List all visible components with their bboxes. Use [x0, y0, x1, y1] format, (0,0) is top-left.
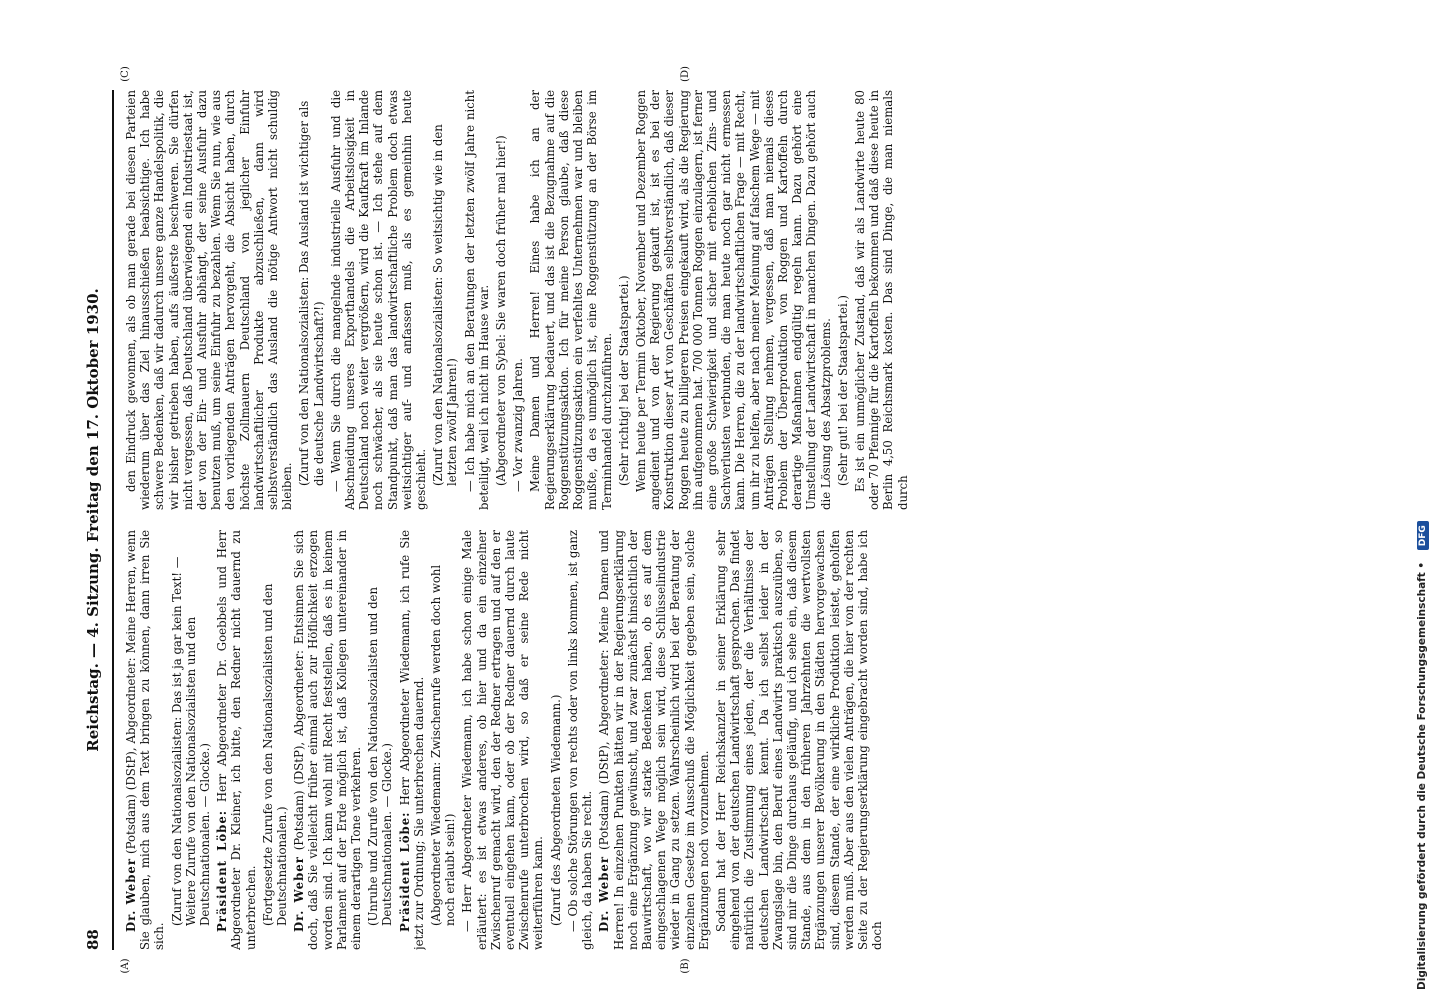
margin-mark-a: (A) [120, 958, 131, 974]
rotated-page [80, 66, 1310, 974]
speaker-name: Präsident Löbe: [397, 811, 412, 932]
speech-paragraph [398, 530, 426, 950]
paragraph-text: (Potsdam) (DStP), Abgeordneter: Meine Herren, wenn Sie glauben, mich aus dem Text bringen zu können, dann irren Sie sich. [124, 530, 167, 950]
text-paragraph [528, 90, 613, 510]
interjection [366, 530, 394, 950]
interjection [431, 90, 459, 510]
paragraph-text: — Ob solche Störungen von rechts oder von links kommen, ist ganz gleich, da haben Sie recht. [565, 530, 595, 950]
paragraph-text: (Potsdam) (DStP), Abgeordneter: Meine Damen und Herren! In einzelnen Punkten hätten wir in der Regierungserklärung noch eine Ergänzung gewünscht, und zwar zunächst hinsichtlich der Bauwirtschaft, wo wir starke Bedenken haben, ob es auf dem eingeschlagenen Wege möglich sein wird, diese Schlüsselindustrie wieder in Gang zu setzen. Wahrscheinlich wird bei der Beratung der einzelnen Gesetze im Ausschuß die Möglichkeit gegeben sein, solche Ergänzungen noch vorzunehmen. [597, 530, 711, 950]
interjection [836, 90, 850, 510]
text-paragraph [634, 90, 833, 510]
text-paragraph [460, 530, 545, 950]
speech-paragraph [124, 530, 167, 950]
paragraph-text: (Sehr richtig! bei der Staatspartei.) [616, 275, 631, 486]
paragraph-text: — Ich habe mich an den Beratungen der letzten zwölf Jahre nicht beteiligt, weil ich nicht im Hause war. [462, 90, 491, 510]
interjection [429, 530, 457, 950]
paragraph-text: — Vor zwanzig Jahren. [511, 358, 526, 492]
text-paragraph [124, 90, 294, 510]
paragraph-text: Sodann hat der Herr Reichskanzler in seiner Erklärung sehr eingehend von der deutschen Landwirtschaft gesprochen. Das findet natürlich die Zustimmung eines jeden, der die Verhältnisse der deutschen Landwirtschaft kennt. Da ich selbst leider in der Zwangslage bin, den Beruf eines Landwirts praktisch auszuüben, so sind mir die Dinge durchaus geläufig, und ich sehe ein, daß diesem Stande, aus dem in den früheren Jahrzehnten die wertvollsten Ergänzungen unserer Bevölkerung in den Städten hervorgewachsen sind, diesem Stande, der eine wirkliche Produktion leistet, geholfen werden muß. Aber aus den vielen Anträgen, die hier von der rechten Seite zu der Regierungserklärung eingebracht worden sind, habe ich doch [713, 530, 885, 950]
paragraph-text: (Potsdam) (DStP), Abgeordneter: Entsinnen Sie sich doch, daß Sie vielleicht früher einmal auch zur Höflichkeit erzogen worden sind. Ich kann wohl mit Recht feststellen, daß es in keinem Parlament auf der Erde möglich ist, daß Kollegen untereinander in einem derartigen Tone verkehren. [292, 530, 364, 950]
speech-paragraph [215, 530, 258, 950]
paragraph-text: (Zuruf von den Nationalsozialisten: So weitsichtig wie in den letzten zwölf Jahren!) [431, 124, 460, 486]
right-column [124, 90, 1304, 510]
speaker-name: Präsident Löbe: [215, 809, 230, 932]
margin-mark-c: (C) [120, 66, 131, 82]
digitization-credit [1416, 10, 1434, 990]
text-paragraph [463, 90, 491, 510]
speaker-name: Dr. Weber [292, 856, 307, 932]
dfg-logo: DFG [1417, 521, 1429, 550]
paragraph-text: Es ist ein unmöglicher Zustand, daß wir als Landwirte heute 80 oder 70 Pfennige für die Kartoffeln bekommen und daß diese heute in Berlin 4,50 Reichsmark kosten. Das sind Dinge, die man niemals durch [852, 90, 910, 510]
paragraph-text: — Wenn Sie durch die mangelnde industrielle Ausfuhr und die Abschneidung unseres Exporthandels die Arbeitslosigkeit in Deutschland noch weiter vergrößern, wird die Kaufkraft im Inlande noch schwächer, als sie heute schon ist. — Ich stehe auf dem Standpunkt, daß man das landwirtschaftliche Problem doch etwas weitsichtiger auf- und anfassen muß, als es gemeinhin heute geschieht. [328, 90, 429, 510]
text-paragraph [329, 90, 428, 510]
paragraph-text: (Abgeordneter von Sybel: Sie waren doch früher mal hier!) [494, 135, 509, 486]
paragraph-text: Wenn heute per Termin Oktober, November und Dezember Roggen angedient und von der Regierung gekauft ist, ist es bei der Konstruktion dieser Art von Geschäften selbstverständlich, daß dieser Roggen heute zu billigeren Preisen eingekauft wird, als die Regierung ihn aufgenommen hat. 700 000 Tonnen Roggen einzulagern, ist ferner eine große Schwierigkeit und sicher mit erheblichen Zins- und Sachverlusten verbunden, die man heute noch gar nicht ermessen kann. Die Herren, die zu der landwirtschaftlichen Frage — mit Recht, um ihr zu helfen, aber nach meiner Meinung auf falschem Wege — mit Anträgen Stellung nehmen, vergessen, daß man niemals dieses Problem der Überproduktion von Roggen und Kartoffeln durch derartige Maßnahmen endgültig regeln kann. Dazu gehört eine Umstellung der Landwirtschaft in manchen Dingen. Dazu gehört auch die Lösung des Absatzproblems. [633, 90, 833, 510]
paragraph-text: (Zuruf von den Nationalsozialisten: Das Ausland ist wichtiger als die deutsche Landwirtschaft?!) [297, 100, 326, 486]
interjection [297, 90, 325, 510]
interjection [261, 530, 289, 950]
text-paragraph [566, 530, 594, 950]
margin-mark-b: (B) [680, 958, 691, 974]
interjection [549, 530, 563, 950]
header-rule [112, 90, 114, 950]
paragraph-text: den Eindruck gewonnen, als ob man gerade bei diesen Parteien wiederum über das Ziel hinausschießen beabsichtige. Ich habe schwere Bedenken, daß wir dadurch unsere ganze Handelspolitik, die wir bisher getrieben haben, aufs äußerste beschweren. Sie dürfen nicht vergessen, daß Deutschland überwiegend ein Industriestaat ist, der von der Ein- und Ausfuhr abhängt, der seine Ausfuhr dazu benutzen muß, um seine Einfuhr zu bezahlen. Wenn Sie nun, wie aus den vorliegenden Anträgen hervorgeht, die Absicht haben, durch höchste Zollmauern Deutschland von jeglicher Einfuhr landwirtschaftlicher Produkte abzuschließen, dann wird selbstverständlich das Ausland die nötige Antwort nicht schuldig bleiben. [124, 90, 295, 510]
paragraph-text: (Unruhe und Zurufe von den Nationalsozialisten und den Deutschnationalen. — Glocke.) [366, 586, 395, 926]
paragraph-text: (Sehr gut! bei der Staatspartei.) [835, 295, 850, 486]
interjection [617, 90, 631, 510]
speaker-name: Dr. Weber [597, 855, 612, 932]
paragraph-text: (Fortgesetzte Zurufe von den Nationalsozialisten und den Deutschnationalen.) [260, 583, 290, 926]
page-number: 88 [84, 929, 102, 950]
paragraph-text: Herr Abgeordneter Wiedemann, ich rufe Sie jetzt zur Ordnung; Sie unterbrechen dauernd. [397, 530, 426, 950]
running-title: Reichstag. — 4. Sitzung. Freitag den 17. Oktober 1930. [84, 288, 102, 752]
paragraph-text: (Abgeordneter Wiedemann: Zwischenrufe werden doch wohl noch erlaubt sein!) [429, 564, 458, 926]
credit-text: Digitalisierung gefördert durch die Deutsche Forschungsgemeinschaft • [1416, 561, 1428, 990]
margin-mark-d: (D) [680, 66, 691, 82]
paragraph-text: Herr Abgeordneter Dr. Goebbels und Herr Abgeordneter Dr. Kleiner, ich bitte, den Redner nicht dauernd zu unterbrechen. [215, 530, 258, 950]
paragraph-text: (Zuruf des Abgeordneten Wiedemann.) [548, 694, 563, 926]
paragraph-text: (Zuruf von den Nationalsozialisten: Das ist ja gar kein Text! — Weitere Zurufe von den Nationalsozialisten und den Deutschnationalen. — Glocke.) [169, 556, 213, 926]
paragraph-text: — Herr Abgeordneter Wiedemann, ich habe schon einige Male erläutert: es ist etwas anderes, ob hier und da ein einzelner Zwischenruf gemacht wird, den der Redner ertragen und auf den er eventuell eingehen kann, oder ob der Redner dauernd durch laute Zwischenrufe unterbrochen wird, so daß er seine Rede nicht weiterführen kann. [460, 530, 546, 950]
text-paragraph [511, 90, 525, 510]
paragraph-text: Meine Damen und Herren! Eines habe ich an der Regierungserklärung bedauert, und das ist die Bezugnahme auf die Roggenstützungsaktion. Ich für meine Person glaube, daß diese Roggenstützungsaktion ein verfehltes Unternehmen war und bleiben mußte, da es unmöglich ist, eine Roggenstützung an der Börse im Terminhandel durchzuführen. [528, 90, 614, 510]
left-column [124, 530, 1304, 950]
speech-paragraph [597, 530, 711, 950]
interjection [494, 90, 508, 510]
speech-paragraph [292, 530, 363, 950]
speaker-name: Dr. Weber [124, 857, 138, 932]
page-header [80, 90, 110, 950]
text-paragraph [714, 530, 884, 950]
text-paragraph [853, 90, 910, 510]
interjection [170, 530, 213, 950]
